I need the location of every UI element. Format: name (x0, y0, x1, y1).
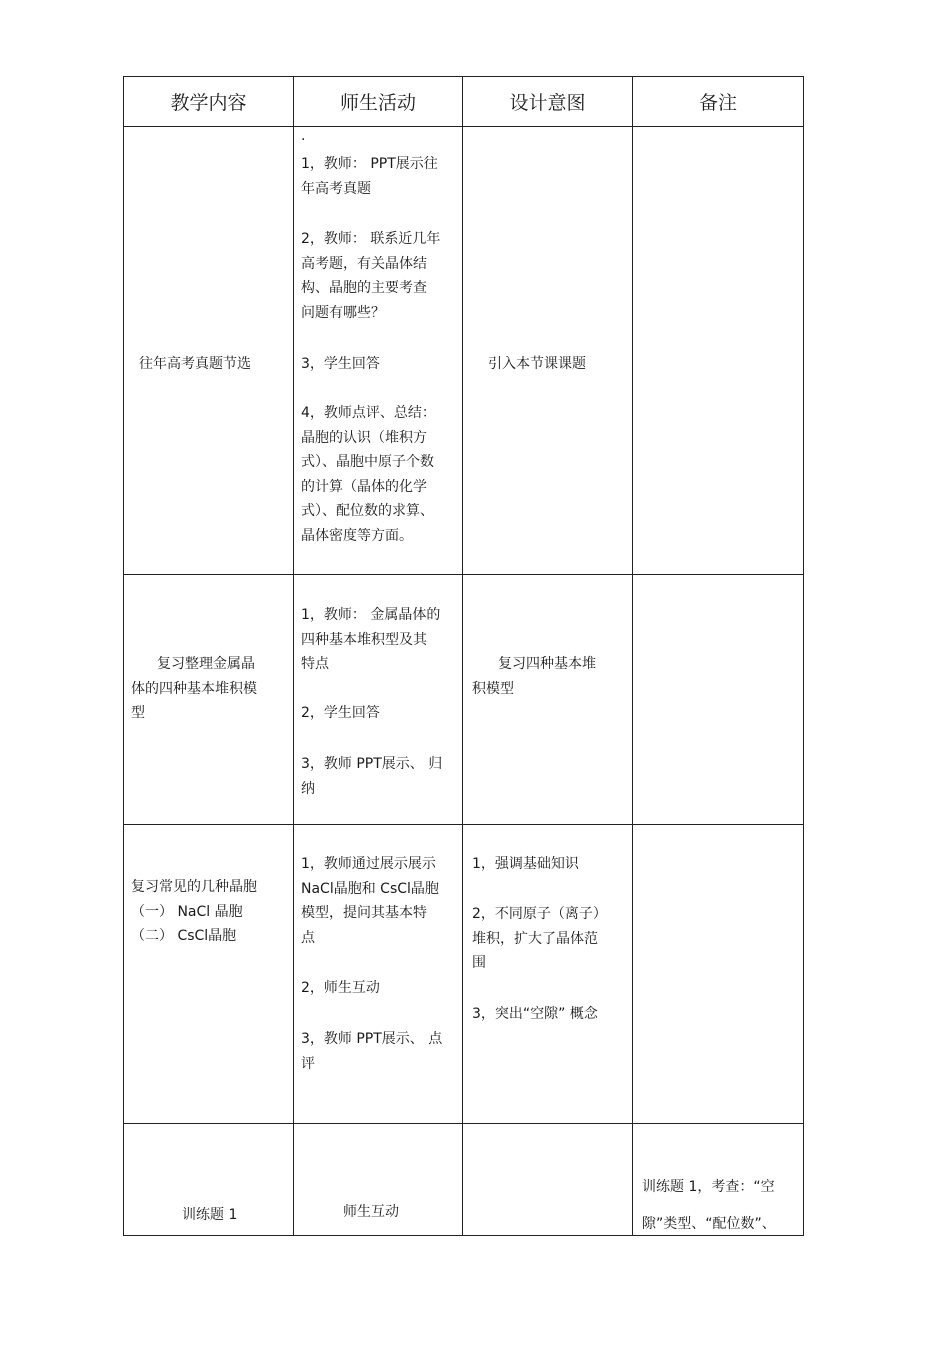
row1-activity-line: 1，教师： PPT展示往 (301, 156, 438, 172)
row3-activity-line: NaCl晶胞和 CsCl晶胞 (301, 880, 439, 897)
row3-intent-line: 堆积，扩大了晶体范 (472, 930, 598, 947)
row1-activity-line: 晶胞的认识（堆积方 (301, 429, 427, 446)
row3-intent-cell (463, 825, 633, 1124)
header-activity: 师生活动 (294, 77, 463, 127)
row2-activity-line: 四种基本堆积型及其 (301, 631, 427, 648)
row1-activity-line: 式）、晶胞中原子个数 (301, 454, 434, 470)
row2-content-line: 体的四种基本堆积模 (131, 680, 257, 697)
row4-activity-text: 师生互动 (343, 1204, 399, 1220)
row1-activity-line: 高考题，有关晶体结 (301, 255, 427, 272)
row1-activity-line: 4，教师点评、总结： (301, 405, 436, 421)
header-row (124, 77, 804, 127)
row3-activity-line: 点 (301, 929, 315, 946)
row1-activity-line: 晶体密度等方面。 (301, 527, 413, 544)
row3-content-line: （二） CsCl晶胞 (131, 928, 237, 944)
row2-content-line: 型 (131, 705, 145, 721)
row3-intent-line: 3，突出“空隙” 概念 (472, 1006, 598, 1022)
row3-activity-line: 1，教师通过展示展示 (301, 856, 436, 872)
row2-activity-line: 1，教师： 金属晶体的 (301, 607, 441, 623)
row1-activity-cell (294, 127, 463, 575)
row2-activity-line: 特点 (301, 656, 329, 672)
header-intent: 设计意图 (463, 77, 633, 127)
row4-note-line: 训练题 1，考查：“空 (642, 1179, 775, 1195)
header-note: 备注 (633, 77, 804, 127)
row4-content-cell (124, 1124, 294, 1236)
row4-content-text: 训练题 1 (182, 1207, 238, 1223)
row2-activity-line: 3，教师 PPT展示、 归 (301, 756, 443, 772)
row1-activity-line: 式）、配位数的求算、 (301, 503, 434, 519)
row1-activity-dot: . (301, 128, 306, 144)
row2-note-cell (633, 575, 804, 825)
row1-activity-line: 3，学生回答 (301, 356, 380, 372)
row1-activity-line: 2，教师： 联系近几年 (301, 231, 441, 247)
table-row (124, 825, 804, 1124)
row2-content-cell (124, 575, 294, 825)
row2-content-line: 复习整理金属晶 (157, 656, 255, 672)
row2-intent-line: 积模型 (472, 680, 514, 697)
row3-intent-line: 1，强调基础知识 (472, 856, 579, 872)
row2-activity-line: 2，学生回答 (301, 705, 380, 721)
row3-activity-line: 评 (301, 1055, 315, 1072)
table-row (124, 1124, 804, 1236)
header-content: 教学内容 (124, 77, 294, 127)
row3-content-cell (124, 825, 294, 1124)
row3-intent-line: 2，不同原子（离子） (472, 906, 607, 922)
row3-activity-cell (294, 825, 463, 1124)
row1-activity-line: 的计算（晶体的化学 (301, 478, 427, 495)
row3-intent-line: 围 (472, 955, 486, 971)
row3-activity-line: 3，教师 PPT展示、 点 (301, 1031, 443, 1047)
row4-intent-cell (463, 1124, 633, 1236)
table-row (124, 575, 804, 825)
row4-activity-cell (294, 1124, 463, 1236)
row1-intent-text: 引入本节课课题 (488, 356, 586, 372)
row3-content-line: （一） NaCl 晶胞 (131, 903, 243, 920)
row4-note-line: 隙”类型、“配位数”、 (642, 1216, 776, 1232)
lesson-plan-table (123, 76, 804, 1236)
row3-activity-line: 2，师生互动 (301, 980, 380, 996)
row3-note-cell (633, 825, 804, 1124)
row1-note-cell (633, 127, 804, 575)
row2-intent-cell (463, 575, 633, 825)
row1-intent-cell (463, 127, 633, 575)
row4-note-cell (633, 1124, 804, 1236)
row2-activity-cell (294, 575, 463, 825)
row1-activity-line: 年高考真题 (301, 180, 371, 197)
row2-activity-line: 纳 (301, 780, 315, 797)
row3-content-line: 复习常见的几种晶胞 (131, 879, 257, 895)
row2-intent-line: 复习四种基本堆 (498, 656, 596, 672)
row1-activity-line: 问题有哪些？ (301, 304, 385, 321)
row3-activity-line: 模型，提问其基本特 (301, 905, 427, 921)
row1-content-cell (124, 127, 294, 575)
row1-content-text: 往年高考真题节选 (139, 356, 251, 372)
table-row (124, 127, 804, 575)
row1-activity-line: 构、晶胞的主要考查 (301, 280, 427, 296)
